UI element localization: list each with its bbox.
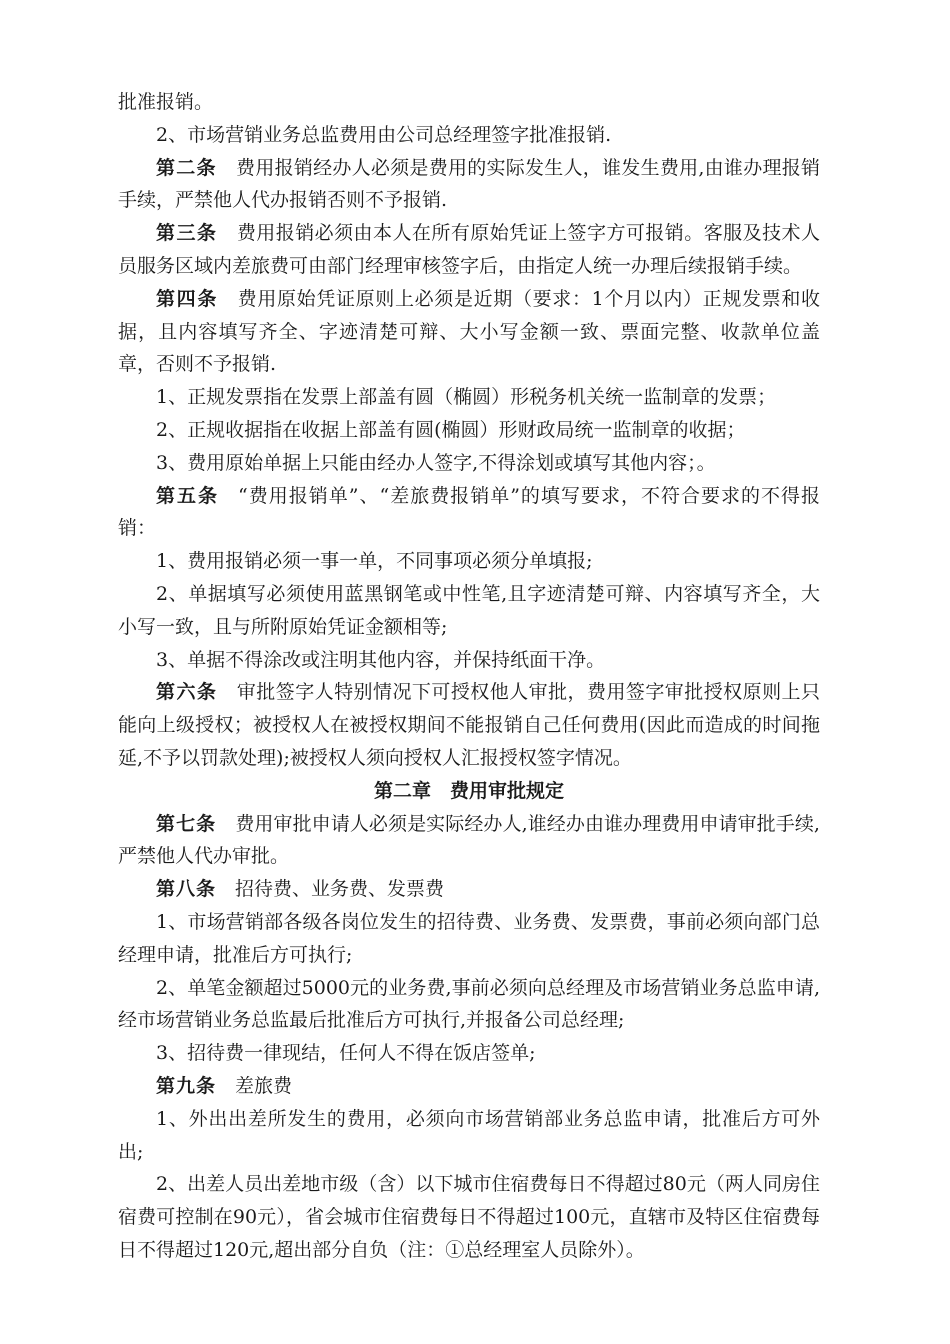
article-paragraph bbox=[118, 480, 820, 546]
list-item: 1、正规发票指在发票上部盖有圆（椭圆）形税务机关统一监制章的发票； bbox=[156, 386, 777, 409]
article-number: 第九条 bbox=[156, 1074, 217, 1097]
article-text: “费用报销单”、“差旅费报销单”的填写要求，不符合要求的不得报销： bbox=[118, 484, 820, 540]
list-item: 2、正规收据指在收据上部盖有圆(椭圆）形财政局统一监制章的收据； bbox=[156, 418, 746, 441]
article-paragraph bbox=[118, 1070, 820, 1103]
chapter-heading: 第二章 费用审批规定 bbox=[373, 779, 564, 802]
article-number: 第五条 bbox=[156, 484, 220, 507]
article-text: 费用原始凭证原则上必须是近期（要求：1个月以内）正规发票和收据，且内容填写齐全、字迹清楚可辩、大小写金额一致、票面完整、收款单位盖章，否则不予报销. bbox=[118, 287, 820, 376]
article-number: 第六条 bbox=[156, 681, 218, 704]
article-paragraph bbox=[118, 873, 820, 906]
article-text: 费用报销经办人必须是费用的实际发生人，谁发生费用,由谁办理报销手续，严禁他人代办报销否则不予报销. bbox=[118, 156, 820, 212]
article-number: 第四条 bbox=[156, 287, 218, 310]
article-paragraph bbox=[118, 217, 820, 283]
list-item: 3、单据不得涂改或注明其他内容，并保持纸面干净。 bbox=[156, 648, 606, 671]
article-text: 费用报销必须由本人在所有原始凭证上签字方可报销。客服及技术人员服务区域内差旅费可由部门经理审核签字后，由指定人统一办理后续报销手续。 bbox=[118, 222, 820, 277]
article-number: 第二条 bbox=[156, 156, 217, 179]
article-paragraph bbox=[118, 283, 820, 381]
list-item: 3、招待费一律现结，任何人不得在饭店签单; bbox=[156, 1042, 536, 1065]
article-text: 差旅费 bbox=[235, 1074, 293, 1097]
article-paragraph bbox=[118, 676, 820, 774]
article-number: 第三条 bbox=[156, 222, 218, 245]
list-item: 1、外出出差所发生的费用，必须向市场营销部业务总监申请，批准后方可外出; bbox=[118, 1107, 820, 1163]
list-item: 2、单据填写必须使用蓝黑钢笔或中性笔,且字迹清楚可辩、内容填写齐全，大小写一致，且与所附原始凭证金额相等; bbox=[118, 582, 820, 638]
article-text: 费用审批申请人必须是实际经办人,谁经办由谁办理费用申请审批手续,严禁他人代办审批。 bbox=[118, 812, 820, 868]
paragraph: 2、市场营销业务总监费用由公司总经理签字批准报销. bbox=[156, 123, 612, 146]
article-number: 第七条 bbox=[156, 812, 217, 835]
list-item: 2、出差人员出差地市级（含）以下城市住宿费每日不得超过80元（两人同房住宿费可控制在90元），省会城市住宿费每日不得超过100元，直辖市及特区住宿费每日不得超过120元,超出部分自负（注：①总经理室人员除外）。 bbox=[118, 1173, 820, 1261]
article-paragraph bbox=[118, 152, 820, 218]
paragraph: 批准报销。 bbox=[118, 91, 214, 113]
article-text: 审批签字人特别情况下可授权他人审批，费用签字审批授权原则上只能向上级授权；被授权人在被授权期间不能报销自己任何费用(因此而造成的时间拖延,不予以罚款处理);被授权人须向授权人汇报授权签字情况。 bbox=[118, 681, 820, 769]
article-number: 第八条 bbox=[156, 878, 217, 901]
list-item: 1、费用报销必须一事一单，不同事项必须分单填报; bbox=[156, 550, 593, 573]
article-paragraph bbox=[118, 808, 820, 874]
list-item: 3、费用原始单据上只能由经办人签字,不得涂划或填写其他内容；。 bbox=[156, 451, 716, 474]
list-item: 1、市场营销部各级各岗位发生的招待费、业务费、发票费，事前必须向部门总经理申请，批准后方可执行; bbox=[118, 910, 820, 966]
article-text: 招待费、业务费、发票费 bbox=[235, 878, 445, 901]
list-item: 2、单笔金额超过5000元的业务费,事前必须向总经理及市场营销业务总监申请,经市场营销业务总监最后批准后方可执行,并报备公司总经理; bbox=[118, 976, 820, 1032]
